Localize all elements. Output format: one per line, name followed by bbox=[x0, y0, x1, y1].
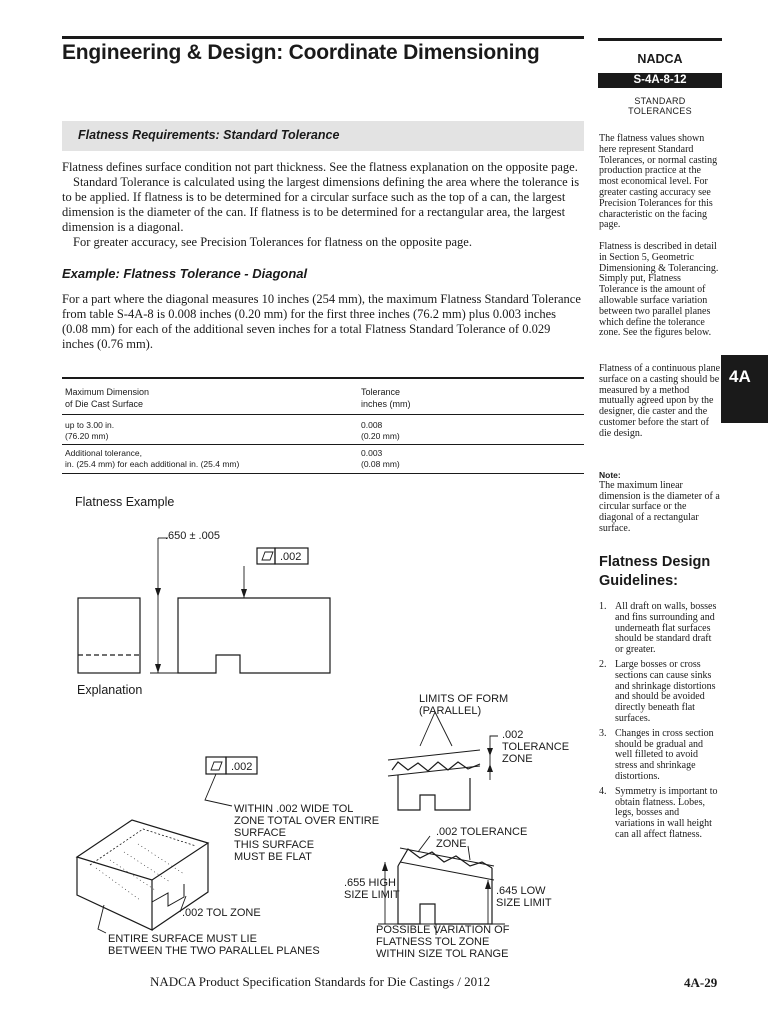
section-name bbox=[598, 96, 722, 116]
table-row-2-dimension: Additional tolerance, in. (25.4 mm) for each additional in. (25.4 mm) bbox=[65, 448, 240, 469]
guideline-number: 4. bbox=[599, 785, 607, 797]
sidebar-note bbox=[599, 470, 721, 535]
tolerance-zone-b-label-2: ZONE bbox=[436, 838, 467, 850]
spec-code: S-4A-8-12 bbox=[598, 73, 722, 88]
possible-variation-label-2: FLATNESS TOL ZONE bbox=[376, 936, 490, 948]
tolerance-zone-label-1: .002 bbox=[502, 729, 524, 741]
flatness-example-drawing bbox=[78, 530, 330, 673]
table-header-dimension: Maximum Dimension of Die Cast Surface bbox=[65, 387, 150, 409]
entire-surface-label-1: ENTIRE SURFACE MUST LIE bbox=[108, 933, 257, 945]
page-title: Engineering & Design: Coordinate Dimensioning bbox=[62, 41, 540, 64]
within-label-2: ZONE TOTAL OVER ENTIRE bbox=[234, 815, 380, 827]
dimension-650: .650 ± .005 bbox=[165, 530, 220, 542]
sidebar-paragraph-1 bbox=[599, 134, 721, 231]
table-row-1-dimension: up to 3.00 in. (76.20 mm) bbox=[65, 420, 115, 441]
section-tab-label: 4A bbox=[729, 367, 751, 386]
guideline-text: All draft on walls, bosses and fins surrounding and underneath flat surfaces should be standard draft or greater. bbox=[615, 601, 717, 656]
note-text: The maximum linear dimension is the diameter of a circular surface or the diagonal of a rectangular surface. bbox=[599, 479, 720, 534]
fcf-value-top: .002 bbox=[280, 551, 302, 563]
sidebar-text-2: Flatness is described in detail in Section 5, Geometric Dimensioning & Tolerancing. Simply put, Flatness Tolerance is the amount of allowable surface variation between two parallel planes which define the tolerance zone. See the figures below. bbox=[599, 241, 719, 339]
example-paragraph: For a part where the diagonal measures 10 inches (254 mm), the maximum Flatness Standard Tolerance from table S-4A-8 is 0.008 inches (0.20 mm) for the first three inches (76.2 mm) plus 0.003 inches (0.08 mm) for each of the additional seven inches for a total Flatness Standard Tolerance of 0.029 inches (0.76 mm). bbox=[62, 292, 581, 351]
intro-paragraph-1: Flatness defines surface condition not part thickness. See the flatness explanation on the opposite page. bbox=[62, 160, 578, 174]
guideline-item bbox=[599, 602, 721, 656]
low-size-limit-2: SIZE LIMIT bbox=[496, 897, 552, 909]
side-view-upper bbox=[388, 712, 498, 810]
sidebar-paragraph-3 bbox=[599, 364, 721, 440]
sidebar-text-1: The flatness values shown here represent Standard Tolerances, or normal casting production practice at the most economical level. For greater casting accuracy see Precision Tolerances for this characteristic on the facing page. bbox=[599, 133, 718, 231]
guideline-item bbox=[599, 787, 721, 841]
sidebar-text-3: Flatness of a continuous plane surface on a casting should be measured by a method mutually agreed upon by the designer, die caster and the customer before the start of die design. bbox=[599, 363, 721, 439]
entire-surface-label-2: BETWEEN THE TWO PARALLEL PLANES bbox=[108, 945, 320, 957]
explanation-fcf bbox=[205, 757, 257, 806]
guideline-number: 3. bbox=[599, 727, 607, 739]
page-number: 4A-29 bbox=[684, 975, 718, 990]
table-row-1-tolerance: 0.008 (0.20 mm) bbox=[361, 420, 400, 441]
sidebar-paragraph-2 bbox=[599, 242, 721, 339]
sidebar-rule bbox=[598, 38, 722, 41]
limits-of-form-label-1: LIMITS OF FORM bbox=[419, 693, 509, 705]
table-row-2-tolerance: 0.003 (0.08 mm) bbox=[361, 448, 400, 469]
guideline-text: Large bosses or cross sections can cause sinks and shrinkage distortions and should be avoided directly beneath flat surfaces. bbox=[615, 658, 716, 724]
limits-of-form-label-2: (PARALLEL) bbox=[419, 705, 482, 717]
within-label-5: MUST BE FLAT bbox=[234, 851, 312, 863]
fcf-value-explanation: .002 bbox=[231, 761, 253, 773]
possible-variation-label-3: WITHIN SIZE TOL RANGE bbox=[376, 948, 509, 960]
guideline-number: 1. bbox=[599, 601, 607, 612]
within-label-1: WITHIN .002 WIDE TOL bbox=[234, 803, 354, 815]
note-label: Note: bbox=[599, 470, 621, 480]
within-label-3: SURFACE bbox=[234, 827, 286, 839]
high-size-limit-2: SIZE LIMIT bbox=[344, 889, 400, 901]
guideline-text: Symmetry is important to obtain flatness. Lobes, legs, bosses and variations in wall height can all affect flatness. bbox=[615, 785, 718, 840]
low-size-limit-1: .645 LOW bbox=[496, 885, 546, 897]
guideline-item bbox=[599, 729, 721, 783]
section-tab bbox=[721, 355, 768, 423]
section-name-line1: STANDARD bbox=[634, 96, 686, 106]
tol-zone-c-label: .002 TOL ZONE bbox=[182, 907, 261, 919]
table-header-tolerance: Tolerance inches (mm) bbox=[361, 387, 411, 409]
high-size-limit-1: .655 HIGH bbox=[344, 877, 396, 889]
possible-variation-label-1: POSSIBLE VARIATION OF bbox=[376, 924, 510, 936]
within-label-4: THIS SURFACE bbox=[234, 839, 315, 851]
intro-paragraph-3: For greater accuracy, see Precision Tolerances for flatness on the opposite page. bbox=[73, 235, 472, 249]
tolerance-zone-b-label-1: .002 TOLERANCE bbox=[436, 826, 528, 838]
example-heading: Example: Flatness Tolerance - Diagonal bbox=[62, 266, 308, 281]
side-view-lower bbox=[378, 836, 505, 935]
guideline-number: 2. bbox=[599, 658, 607, 670]
guideline-text: Changes in cross section should be gradual and well filleted to avoid stress and shrinkage distortions. bbox=[615, 727, 714, 782]
section-heading: Flatness Requirements: Standard Tolerance bbox=[78, 128, 340, 142]
guideline-item bbox=[599, 660, 721, 725]
guidelines-list bbox=[599, 602, 721, 845]
org-name: NADCA bbox=[637, 52, 683, 66]
flatness-example-label: Flatness Example bbox=[75, 495, 175, 509]
explanation-label: Explanation bbox=[77, 683, 143, 697]
section-name-line2: TOLERANCES bbox=[628, 106, 692, 116]
tolerance-zone-label-2: TOLERANCE bbox=[502, 741, 570, 753]
tolerance-zone-label-3: ZONE bbox=[502, 753, 533, 765]
guidelines-heading: Flatness Design Guidelines: bbox=[599, 554, 711, 589]
intro-paragraph-2: Standard Tolerance is calculated using the largest dimensions defining the area where the tolerance is to be applied. If flatness is to be determined for a circular surface such as the top of a can, the largest dimension is the diameter of the can. If flatness is to be determined for a rectangular area, the largest dimension is a diagonal. bbox=[62, 175, 580, 234]
footer-text: NADCA Product Specification Standards for Die Castings / 2012 bbox=[150, 974, 491, 989]
